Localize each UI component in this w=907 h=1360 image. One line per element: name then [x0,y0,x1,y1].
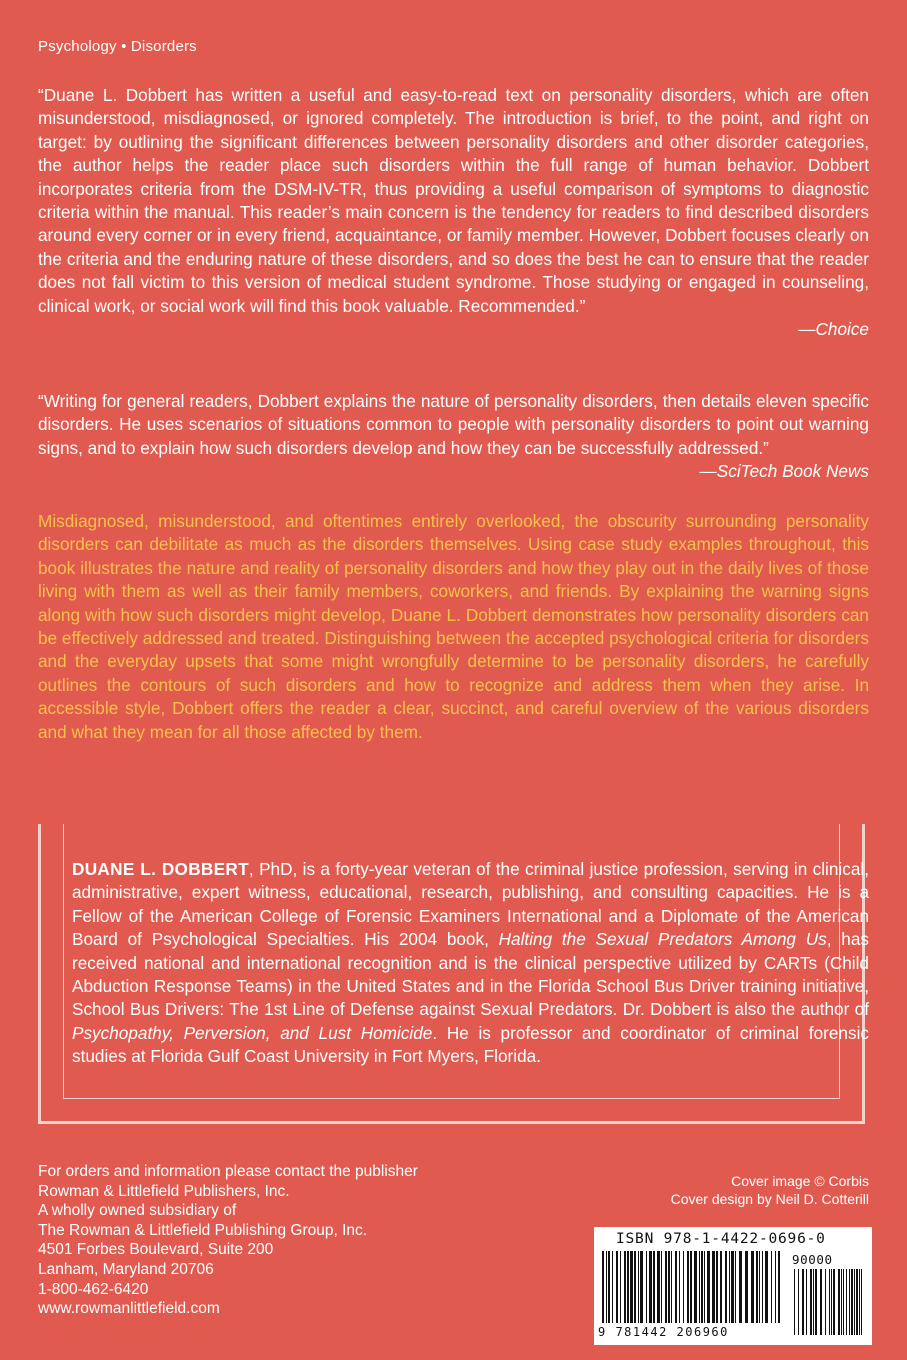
barcode-bar [638,1251,639,1323]
addon-bar [810,1269,812,1335]
review-scitech-source: —SciTech Book News [699,461,869,482]
bio-book-2: Psychopathy, Perversion, and Lust Homicide [72,1022,433,1043]
contact-line: Rowman & Littlefield Publishers, Inc. [38,1182,290,1200]
barcode-bar [616,1251,618,1323]
bio-part-3: . He is professor and coordinator of criminal forensic studies at Florida Gulf Coast University in Fort Myers, Florida. [72,1022,869,1067]
review-choice-text: “Duane L. Dobbert has written a useful and easy-to-read text on personality disorders, which are often misunderstood, misdiagnosed, or ignored completely. The introduction is brief, to the point, and right on target: by outlining the significant differences between personality disorders and other disorder categories, the author helps the reader place such disorders within the full range of human behavior. Dobbert incorporates criteria from the DSM-IV-TR, thus providing a useful comparison of symptoms to diagnostic criteria within the manual. This reader’s main concern is the tendency for readers to find described disorders around every corner or in every friend, acquaintance, or family member. However, Dobbert focuses clearly on the criteria and the enduring nature of these disorders, and so does the best he can to ensure that the reader does not fall victim to this version of medical student syndrome. Those studying or engaged in counseling, clinical work, or social work will find this book valuable. Recommended.” [38,85,869,316]
review-choice [38,84,869,341]
barcode-bar [683,1251,684,1323]
addon-bar [831,1269,832,1335]
barcode-bar [653,1251,655,1323]
barcode-bar [687,1251,689,1323]
barcode-bar [640,1251,643,1323]
addon-bar [849,1269,850,1335]
addon-bar [802,1269,804,1335]
barcode-bar [699,1251,700,1323]
isbn-number: ISBN 978-1-4422-0696-0 [616,1231,826,1247]
barcode-bar [778,1251,780,1323]
cover-credits [671,1172,869,1208]
publisher-contact [38,1162,418,1319]
barcode-bar [739,1251,742,1323]
barcode-bar [679,1251,680,1323]
addon-bar [806,1269,807,1335]
cover-image-credit: Cover image © Corbis [731,1173,869,1189]
barcode-bar [759,1251,760,1323]
barcode-bar [661,1251,662,1323]
isbn-barcode [594,1227,872,1345]
barcode-bar [620,1251,621,1323]
barcode-bar [720,1251,722,1323]
barcode-bar [657,1251,660,1323]
addon-bar [798,1269,799,1335]
review-scitech [38,390,869,484]
barcode-bar [694,1251,697,1323]
barcode-bar [771,1251,772,1323]
barcode-bar [630,1251,633,1323]
barcode-bar [775,1251,776,1323]
barcode-bar [665,1251,667,1323]
barcode-bar [668,1251,670,1323]
barcode-bar [731,1251,734,1323]
category-label: Psychology • Disorders [38,38,197,55]
cover-design-credit: Cover design by Neil D. Cotterill [670,1191,869,1207]
barcode-bar [612,1251,613,1323]
addon-bar [833,1269,835,1335]
addon-bar [843,1269,844,1335]
addon-bar [854,1269,855,1335]
bio-part-2: , has received national and international recognition and is the clinical perspective utilized by CARTs (Child Abduction Response Teams) in the United States and in the Florida School Bus Driver training initiative, School Bus Drivers: The 1st Line of Defense against Sexual Predators. Dr. Dobbert is also the author of [72,929,869,1020]
contact-line: A wholly owned subsidiary of [38,1202,237,1220]
barcode-bar [762,1251,763,1323]
barcode-bar [701,1251,703,1323]
barcode-bar [751,1251,754,1323]
barcode-bar [735,1251,736,1323]
barcode-bar [675,1251,677,1323]
addon-bar [820,1269,822,1335]
author-bio [72,858,869,1069]
addon-bar [851,1269,853,1335]
barcode-bar [745,1251,748,1323]
review-scitech-text: “Writing for general readers, Dobbert explains the nature of personality disorders, then details eleven specific disorders. He uses scenarios of situations common to people with personality disorders to point out warning signs, and to explain how such disorders develop and how they can be successfully addressed.” [38,391,869,458]
addon-bar [794,1269,795,1335]
bio-part-1: , PhD, is a forty-year veteran of the criminal justice profession, serving in clinical, administrative, expert witness, educational, research, publishing, and consulting capacities. He is a Fellow of the American College of Forensic Examiners International and a Diplomate of the American Board of Psychological Specialties. His 2004 book, [72,859,869,950]
barcode-bar [649,1251,652,1323]
barcode-bar [646,1251,647,1323]
contact-line: Lanham, Maryland 20706 [38,1260,214,1278]
barcode-bar [690,1251,692,1323]
barcode-bar [712,1251,715,1323]
contact-line: 1-800-462-6420 [38,1280,149,1298]
bio-book-1: Halting the Sexual Predators Among Us [498,929,827,950]
addon-bar [841,1269,842,1335]
barcode-bar [729,1251,730,1323]
addon-bar [838,1269,840,1335]
barcode-bar [624,1251,626,1323]
contact-line: For orders and information please contact the publisher [38,1163,418,1180]
barcode-bar [606,1251,607,1323]
addon-bar [856,1269,858,1335]
addon-bar [829,1269,830,1335]
barcode-bar [608,1251,610,1323]
barcode-bar [634,1251,636,1323]
price-code: 90000 [792,1252,833,1267]
barcode-bar [704,1251,705,1323]
contact-line: 4501 Forbes Boulevard, Suite 200 [38,1241,274,1259]
barcode-bar [765,1251,768,1323]
barcode-bar [725,1251,727,1323]
barcode-digits: 9 781442 206960 [598,1325,729,1339]
addon-bar [846,1269,847,1335]
review-choice-source: —Choice [798,319,869,340]
contact-line: The Rowman & Littlefield Publishing Group, Inc. [38,1221,368,1239]
barcode-bar [671,1251,672,1323]
barcode-bar [602,1251,604,1323]
barcode-bar [716,1251,718,1323]
barcode-bar [707,1251,710,1323]
barcode-bar [627,1251,629,1323]
book-description: Misdiagnosed, misunderstood, and oftentimes entirely overlooked, the obscurity surrounding personality disorders can debilitate as much as the disorders themselves. Using case study examples throughout, this book illustrates the nature and reality of personality disorders and how they play out in the daily lives of those living with them as well as their family members, coworkers, and friends. By explaining the warning signs along with how such disorders might develop, Duane L. Dobbert demonstrates how personality disorders can be effectively addressed and treated. Distinguishing between the accepted psychological criteria for disorders and the everyday upsets that some might wrongfully determine to be personality disorders, he carefully outlines the contours of such disorders and how to recognize and address them when they arise. In accessible style, Dobbert offers the reader a clear, succinct, and careful overview of the various disorders and what they mean for all those affected by them. [38,511,869,742]
barcode-bar [756,1251,758,1323]
addon-bar [813,1269,814,1335]
addon-bar [825,1269,826,1335]
author-name: DUANE L. DOBBERT [72,859,249,879]
addon-bar [859,1269,860,1335]
addon-bar [861,1269,862,1335]
addon-bar [815,1269,817,1335]
contact-line: www.rowmanlittlefield.com [38,1300,220,1318]
